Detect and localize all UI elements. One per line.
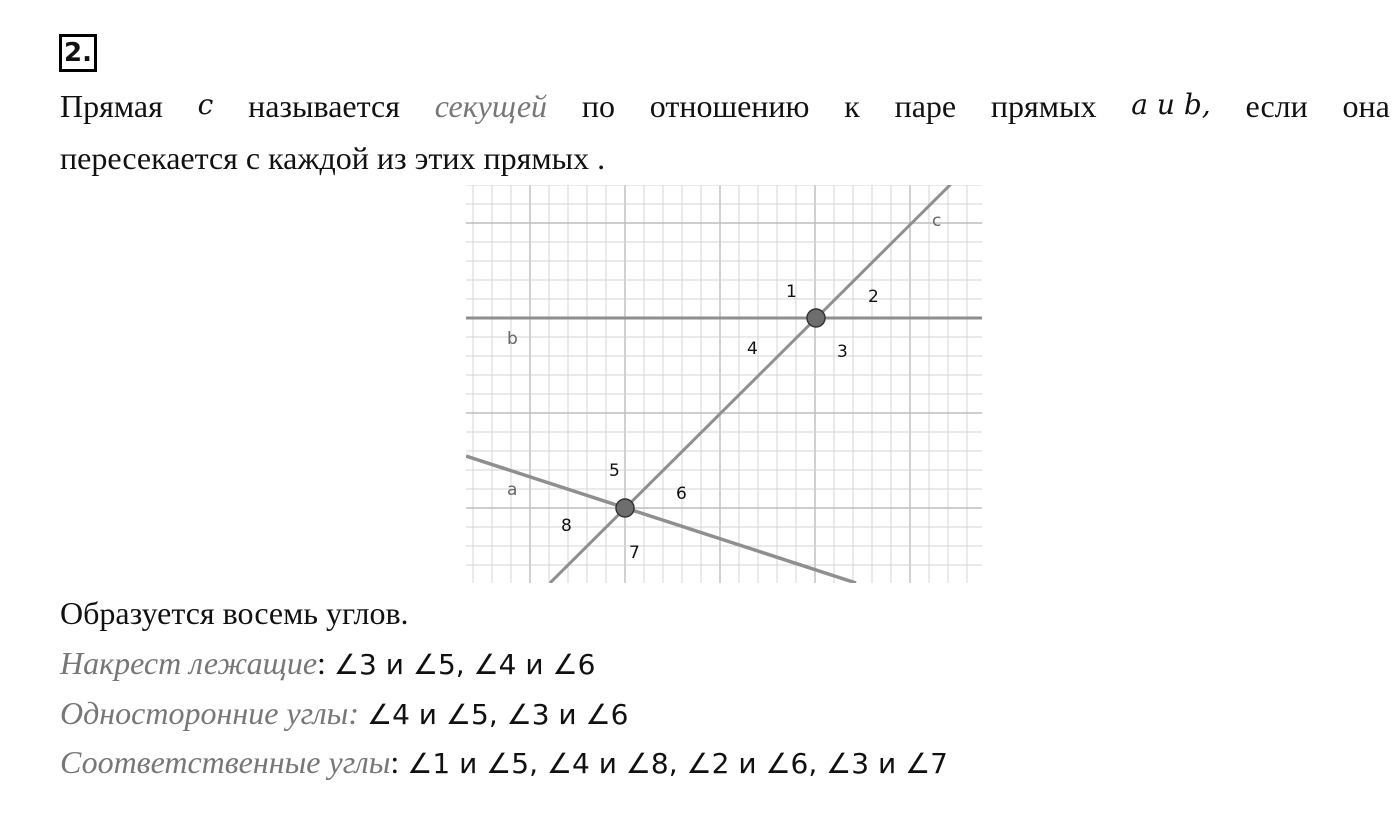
- angle-label-7: 7: [629, 543, 640, 563]
- label-a: a: [507, 480, 518, 500]
- one-sided-label: Односторонние углы:: [60, 695, 359, 731]
- definition-line-2: пересекается с каждой из этих прямых .: [60, 140, 606, 176]
- intersection-point-a: [616, 499, 634, 517]
- label-c: c: [932, 211, 942, 231]
- one-sided-angles-row: [60, 695, 628, 732]
- colon: :: [317, 645, 334, 681]
- word-k: к: [844, 88, 860, 124]
- word-nazyvaetsya: называется: [248, 88, 400, 124]
- corresponding-label: Соответственные углы: [60, 744, 391, 780]
- word-po: по: [581, 88, 615, 124]
- corresponding-angles-row: [60, 744, 948, 781]
- label-b: b: [507, 329, 518, 349]
- angle-label-1: 1: [786, 282, 797, 302]
- angle-label-2: 2: [868, 287, 879, 307]
- corresponding-value: ∠1 и ∠5, ∠4 и ∠8, ∠2 и ∠6, ∠3 и ∠7: [407, 747, 948, 780]
- crosswise-angles-row: [60, 645, 595, 682]
- angle-label-4: 4: [747, 339, 758, 359]
- line-c: [550, 185, 952, 583]
- transversal-figure: [466, 185, 982, 583]
- var-a-and-b: a и b,: [1131, 88, 1211, 121]
- intersection-point-b: [807, 309, 825, 327]
- one-sided-value: ∠4 и ∠5, ∠3 и ∠6: [366, 698, 629, 731]
- word-otnosheniyu: отношению: [649, 88, 810, 124]
- colon: :: [390, 744, 408, 780]
- definition-line-1: [60, 88, 1390, 125]
- word-pryamyh: прямых: [990, 88, 1097, 124]
- task-number: 2.: [59, 34, 97, 72]
- angle-label-6: 6: [676, 484, 687, 504]
- angle-label-3: 3: [837, 342, 848, 362]
- word-ona: она: [1342, 88, 1390, 124]
- space: [359, 695, 367, 731]
- angle-label-8: 8: [561, 516, 572, 536]
- crosswise-label: Накрест лежащие: [60, 645, 318, 681]
- crosswise-value: ∠3 и ∠5, ∠4 и ∠6: [333, 648, 596, 681]
- word-esli: если: [1245, 88, 1308, 124]
- line-a: [466, 456, 856, 583]
- term-sekushchey: секущей: [434, 88, 548, 124]
- var-c: c: [197, 88, 214, 121]
- grid: [466, 185, 982, 583]
- eight-angles-text: Образуется восемь углов.: [60, 595, 409, 631]
- angle-label-5: 5: [609, 461, 620, 481]
- word-pryamaya: Прямая: [60, 88, 163, 124]
- word-pare: паре: [894, 88, 957, 124]
